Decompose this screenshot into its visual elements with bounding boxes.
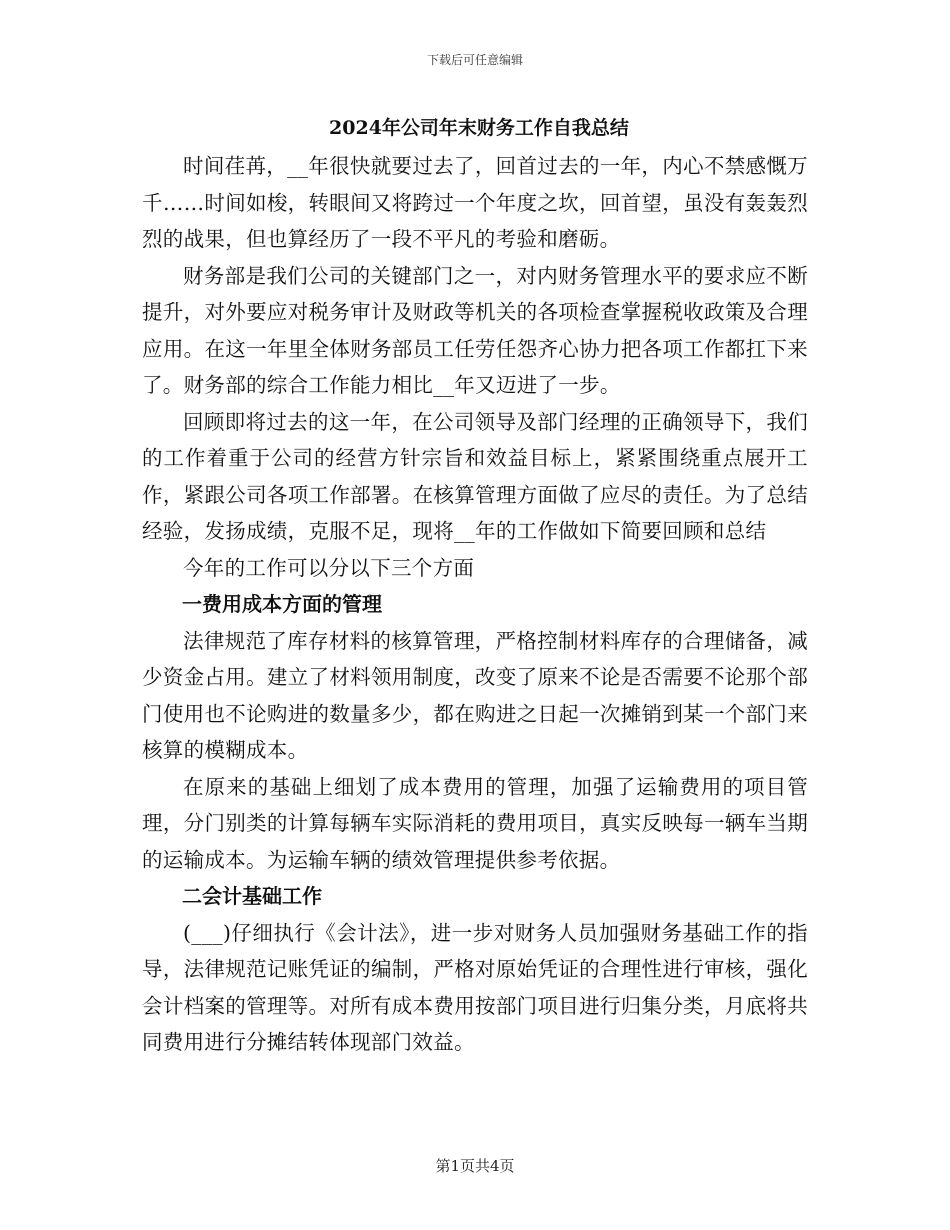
paragraph-review: 回顾即将过去的这一年，在公司领导及部门经理的正确领导下，我们的工作着重于公司的经营方针宗旨和效益目标上，紧紧围绕重点展开工作，紧跟公司各项工作部署。在核算管理方面做了应尽的责任。为了总结经验，发扬成绩，克服不足，现将__年的工作做如下简要回顾和总结 bbox=[142, 409, 808, 543]
document-body bbox=[142, 112, 808, 1061]
paragraph-intro: 时间荏苒，__年很快就要过去了，回首过去的一年，内心不禁感慨万千……时间如梭，转眼间又将跨过一个年度之坎，回首望，虽没有轰轰烈烈的战果，但也算经历了一段不平凡的考验和磨砺。 bbox=[142, 154, 808, 251]
section-heading-accounting: 二会计基础工作 bbox=[182, 884, 322, 908]
page-footer-number: 第1页共4页 bbox=[435, 1157, 515, 1175]
document-title: 2024年公司年末财务工作自我总结 bbox=[329, 117, 629, 139]
paragraph-accounting-law: (___)仔细执行《会计法》，进一步对财务人员加强财务基础工作的指导，法律规范记账凭证的编制，严格对原始凭证的合理性进行审核，强化会计档案的管理等。对所有成本费用按部门项目进行归集分类，月底将共同费用进行分摊结转体现部门效益。 bbox=[142, 920, 808, 1054]
page-header-note: 下载后可任意编辑 bbox=[426, 53, 523, 67]
paragraph-cost-management: 在原来的基础上细划了成本费用的管理，加强了运输费用的项目管理，分门别类的计算每辆车实际消耗的费用项目，真实反映每一辆车当期的运输成本。为运输车辆的绩效管理提供参考依据。 bbox=[142, 774, 808, 872]
paragraph-overview: 今年的工作可以分以下三个方面 bbox=[183, 555, 475, 580]
paragraph-department: 财务部是我们公司的关键部门之一，对内财务管理水平的要求应不断提升，对外要应对税务审计及财政等机关的各项检查掌握税收政策及合理应用。在这一年里全体财务部员工任劳任怨齐心协力把各项工作都扛下来了。财务部的综合工作能力相比__年又迈进了一步。 bbox=[142, 263, 808, 397]
paragraph-inventory: 法律规范了库存材料的核算管理，严格控制材料库存的合理储备，减少资金占用。建立了材料领用制度，改变了原来不论是否需要不论那个部门使用也不论购进的数量多少，都在购进之日起一次摊销到某一个部门来核算的模糊成本。 bbox=[142, 628, 808, 762]
section-heading-cost: 一费用成本方面的管理 bbox=[182, 592, 382, 616]
